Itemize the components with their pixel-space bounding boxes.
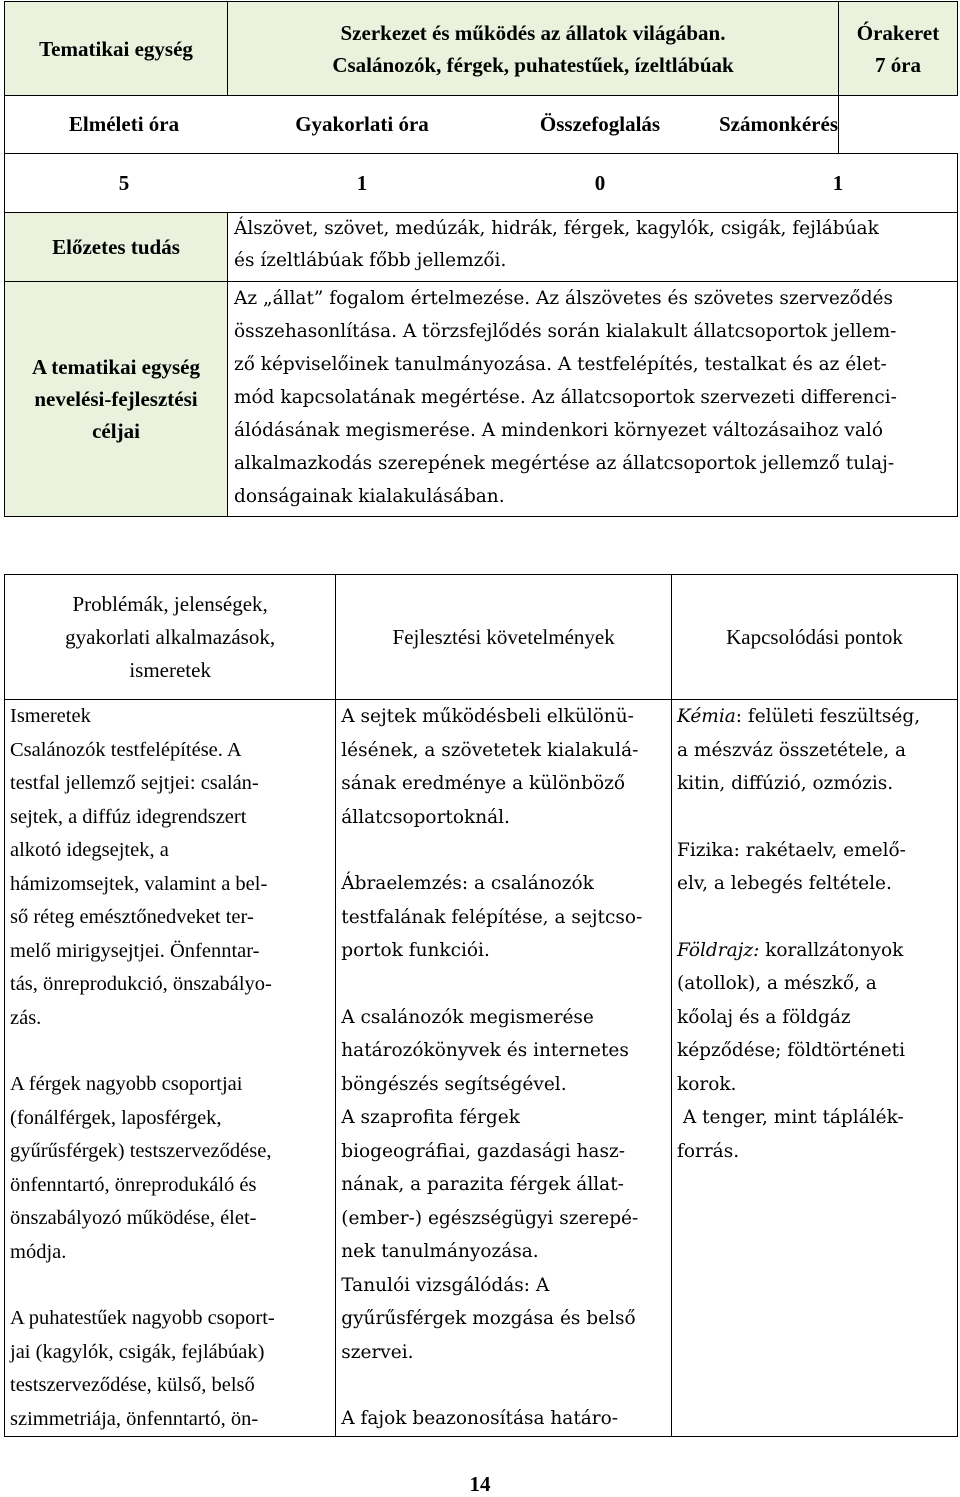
- prior-knowledge-label: Előzetes tudás: [5, 213, 228, 282]
- unit-title-line: Csalánozók, férgek, puhatestűek, ízeltlábúak: [332, 52, 734, 77]
- title-row: [5, 2, 958, 96]
- curriculum-content-table: [4, 574, 958, 1437]
- hour-values-row: [5, 154, 958, 213]
- text-line: alkalmazkodás szerepének megértése az állatcsoportok jellemző tulaj-: [234, 453, 895, 474]
- problems-column-header: [5, 575, 336, 700]
- geography-connection: Földrajz: korallzátonyok (atollok), a mészkő, a kőolaj és a földgáz képződése; földtörténeti korok. A tenger, mint táplálék- forrás.: [677, 939, 905, 1162]
- text-line: donságainak kialakulásában.: [234, 486, 505, 507]
- hours-label: Órakeret: [856, 20, 940, 45]
- paragraph: Ismeretek Csalánozók testfelépítése. A testfal jellemző sejtjei: csalán- sejtek, a diffúz idegrendszert alkotó idegsejtek, a hámizomsejtek, valamint a bel- ső réteg emésztőnedveket ter- melő mirigysejtjei. Önfenntar- tás, önreprodukció, önszabályo- zás.: [10, 705, 272, 1029]
- theory-hours-label: Elméleti óra: [68, 112, 180, 136]
- thematic-unit-label: Tematikai egység: [5, 2, 228, 96]
- goals-label-line: nevelési-fejlesztési: [34, 387, 198, 411]
- goals-text: [228, 282, 958, 517]
- header-line: gyakorlati alkalmazások,: [65, 624, 276, 649]
- problems-column-content: [5, 700, 336, 1437]
- connections-column-header: Kapcsolódási pontok: [672, 575, 958, 700]
- requirements-column-content: [336, 700, 672, 1437]
- column-header-row: [5, 575, 958, 700]
- summary-hours-label: Összefoglalás: [539, 112, 661, 136]
- text-line: mód kapcsolatának megértése. Az állatcsoportok szervezeti differenci-: [234, 387, 897, 408]
- text-line: álódásának megismerése. A mindenkori környezet változásaihoz való: [234, 420, 883, 441]
- text-line: Az „állat” fogalom értelmezése. Az álszövetes és szövetes szerveződés: [234, 288, 893, 309]
- paragraph: A férgek nagyobb csoportjai (fonálférgek, laposférgek, gyűrűsférgek) testszerveződése, önfenntartó, önreprodukáló és önszabályozó működése, élet- módja.: [10, 1073, 272, 1263]
- paragraph: A csalánozók megismerése határozókönyvek és internetes böngészés segítségével. A szaprofita férgek biogeográfiai, gazdasági hasz- nának, a parazita férgek állat- (ember-) egészségügyi szerepé- nek tanulmányozása. Tanulói vizsgálódás: A gyűrűsférgek mozgása és belső szervei.: [341, 1006, 639, 1363]
- header-line: ismeretek: [129, 657, 211, 682]
- practice-hours-label: Gyakorlati óra: [295, 112, 429, 136]
- text-line: Álszövet, szövet, medúzák, hidrák, férgek, kagylók, csigák, fejlábúak: [234, 218, 879, 239]
- assessment-hours-value: 1: [832, 170, 844, 195]
- text-line: ző képviselőinek tanulmányozása. A testfelépítés, testalkat és az élet-: [234, 354, 887, 375]
- summary-hours-value: 0: [594, 170, 606, 195]
- content-row: [5, 700, 958, 1437]
- hour-types-cell: [5, 96, 839, 154]
- unit-title-line: Szerkezet és működés az állatok világában.: [340, 20, 726, 45]
- hour-values-cell: [5, 154, 958, 213]
- hours-value: 7 óra: [874, 52, 922, 77]
- chemistry-label: Kémia: [677, 706, 736, 727]
- hours-frame: [839, 2, 958, 96]
- header-line: Problémák, jelenségek,: [72, 591, 268, 616]
- assessment-hours-label: Számonkérés: [719, 112, 838, 136]
- prior-knowledge-text: [228, 213, 958, 282]
- goals-label: [5, 282, 228, 517]
- goals-label-line: A tematikai egység: [32, 355, 200, 379]
- theory-hours-value: 5: [118, 170, 130, 195]
- text-line: és ízeltlábúak főbb jellemzői.: [234, 250, 507, 271]
- paragraph: A sejtek működésbeli elkülönü- lésének, a szövetetek kialakulá- sának eredménye a különböző állatcsoportoknál.: [341, 706, 639, 828]
- chemistry-connection: Kémia: felületi feszültség, a mészváz összetétele, a kitin, diffúzió, ozmózis.: [677, 706, 921, 794]
- requirements-column-header: Fejlesztési követelmények: [336, 575, 672, 700]
- curriculum-header-table: [4, 1, 958, 517]
- goals-label-line: céljai: [92, 419, 140, 443]
- physics-connection: Fizika: rakétaelv, emelő- elv, a lebegés feltétele.: [677, 839, 906, 894]
- hour-types-row: [5, 96, 958, 154]
- paragraph: A fajok beazonosítása határo-: [341, 1408, 619, 1429]
- paragraph: A puhatestűek nagyobb csoport- jai (kagylók, csigák, fejlábúak) testszerveződése, külső, belső szimmetriája, önfenntartó, ön-: [10, 1307, 275, 1430]
- geography-label: Földrajz:: [677, 939, 760, 961]
- paragraph: Ábraelemzés: a csalánozók testfalának felépítése, a sejtcso- portok funkciói.: [341, 873, 643, 961]
- text-line: összehasonlítása. A törzsfejlődés során kialakult állatcsoportok jellem-: [234, 321, 897, 342]
- practice-hours-value: 1: [356, 170, 368, 195]
- unit-title: [228, 2, 839, 96]
- connections-column-content: [672, 700, 958, 1437]
- prior-knowledge-row: [5, 213, 958, 282]
- goals-row: [5, 282, 958, 517]
- page-number: 14: [469, 1472, 491, 1496]
